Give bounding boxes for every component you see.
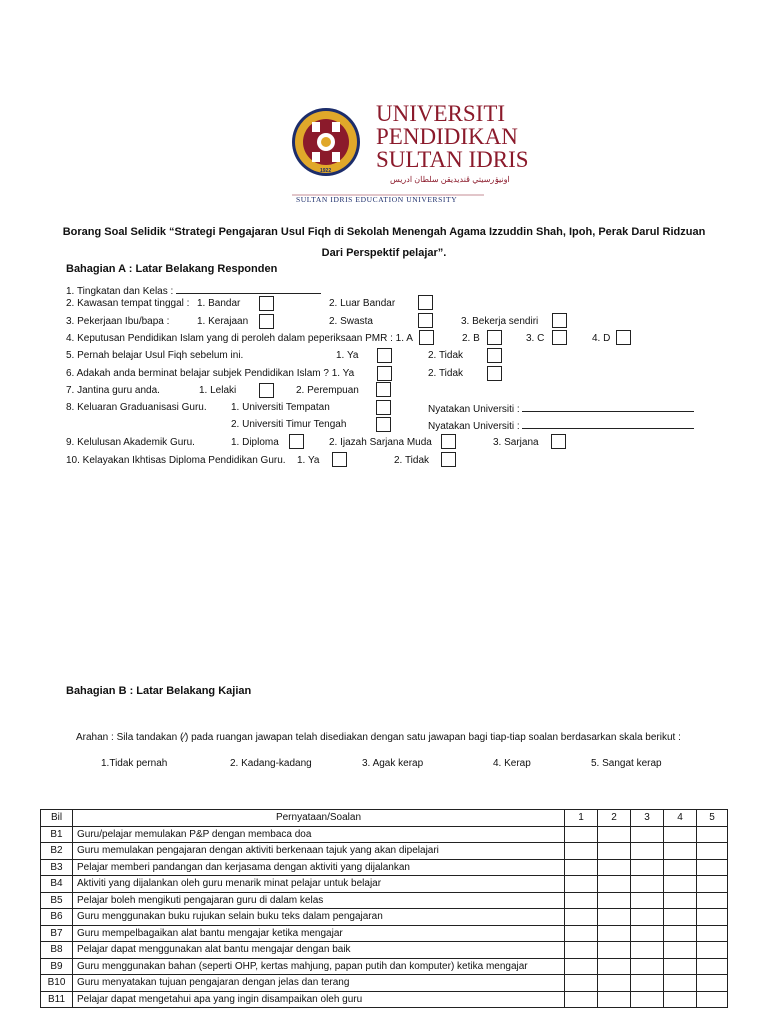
answer-cell-4[interactable] [664,909,697,926]
answer-cell-3[interactable] [631,892,664,909]
q9-label: 9. Kelulusan Akademik Guru. [66,437,195,448]
logo-name-line1: UNIVERSITI [376,101,506,126]
answer-cell-4[interactable] [664,843,697,860]
answer-cell-4[interactable] [664,859,697,876]
answer-cell-3[interactable] [631,843,664,860]
header-scale-3: 3 [631,810,664,827]
table-row [41,876,728,893]
q2-option-2: 2. Luar Bandar [329,298,396,309]
q5-checkbox-2[interactable] [487,348,502,363]
q9-checkbox-2[interactable] [441,434,456,449]
q6-checkbox-1[interactable] [377,366,392,381]
answer-cell-3[interactable] [631,925,664,942]
table-row [41,942,728,959]
answer-cell-1[interactable] [565,925,598,942]
q4-checkbox-4[interactable] [616,330,631,345]
row-statement: Aktiviti yang dijalankan oleh guru menarik minat pelajar untuk belajar [73,876,565,893]
q4-option-3: 3. C [526,333,545,344]
row-bil: B2 [41,843,73,860]
q9-option-1: 1. Diploma [231,437,279,448]
q8-checkbox-2[interactable] [376,417,391,432]
section-b-instruction: Arahan : Sila tandakan (⁄) pada ruangan jawapan telah disediakan dengan satu jawapan bagi tiap-tiap soalan berdasarkan skala berikut : [76,732,681,743]
row-statement: Guru menggunakan bahan (seperti OHP, kertas mahjung, papan putih dan komputer) ketika mengajar [73,958,565,975]
answer-cell-5[interactable] [697,925,728,942]
row-bil: B4 [41,876,73,893]
q4-checkbox-3[interactable] [552,330,567,345]
logo-name-line2: PENDIDIKAN [376,124,518,149]
row-statement: Guru memulakan pengajaran dengan aktiviti berkenaan tajuk yang akan dipelajari [73,843,565,860]
scale-item-5: 5. Sangat kerap [591,758,662,769]
logo-name-line3: SULTAN IDRIS [376,147,529,172]
answer-cell-3[interactable] [631,975,664,992]
q3-option-3: 3. Bekerja sendiri [461,316,539,327]
answer-cell-5[interactable] [697,843,728,860]
q5-label: 5. Pernah belajar Usul Fiqh sebelum ini. [66,350,244,361]
q1-text: 1. Tingkatan dan Kelas : [66,286,174,297]
q7-label: 7. Jantina guru anda. [66,385,160,396]
row-bil: B3 [41,859,73,876]
q7-option-1: 1. Lelaki [199,385,237,396]
answer-cell-5[interactable] [697,958,728,975]
answer-cell-2[interactable] [598,876,631,893]
answer-cell-3[interactable] [631,876,664,893]
table-row [41,925,728,942]
answer-cell-3[interactable] [631,942,664,959]
answer-cell-3[interactable] [631,991,664,1008]
answer-cell-1[interactable] [565,892,598,909]
q9-option-2: 2. Ijazah Sarjana Muda [329,437,432,448]
q9-option-3: 3. Sarjana [493,437,539,448]
answer-cell-5[interactable] [697,859,728,876]
q8-option-2: 2. Universiti Timur Tengah [231,419,347,430]
q6-checkbox-2[interactable] [487,366,502,381]
answer-cell-5[interactable] [697,991,728,1008]
q5-option-1: 1. Ya [336,350,359,361]
answer-cell-1[interactable] [565,958,598,975]
answer-cell-3[interactable] [631,859,664,876]
section-a-heading: Bahagian A : Latar Belakang Responden [66,263,278,275]
row-statement: Pelajar dapat mengetahui apa yang ingin disampaikan oleh guru [73,991,565,1008]
answer-cell-5[interactable] [697,942,728,959]
q3-option-1: 1. Kerajaan [197,316,249,327]
q8-specify-1 [428,402,694,415]
table-row [41,958,728,975]
row-bil: B11 [41,991,73,1008]
row-bil: B8 [41,942,73,959]
questions-table [40,809,728,1008]
q4-option-4: 4. D [592,333,611,344]
answer-cell-3[interactable] [631,958,664,975]
table-row [41,909,728,926]
answer-cell-5[interactable] [697,909,728,926]
q5-option-2: 2. Tidak [428,350,464,361]
university-logo [292,100,529,206]
q10-checkbox-2[interactable] [441,452,456,467]
table-body [41,826,728,1008]
header-bil: Bil [41,810,73,827]
row-bil: B10 [41,975,73,992]
answer-cell-4[interactable] [664,942,697,959]
answer-cell-5[interactable] [697,892,728,909]
answer-cell-1[interactable] [565,942,598,959]
logo-english: SULTAN IDRIS EDUCATION UNIVERSITY [296,195,458,204]
q6-option-2: 2. Tidak [428,368,464,379]
row-bil: B9 [41,958,73,975]
answer-cell-1[interactable] [565,975,598,992]
answer-cell-2[interactable] [598,843,631,860]
answer-cell-4[interactable] [664,991,697,1008]
answer-cell-5[interactable] [697,876,728,893]
answer-cell-2[interactable] [598,859,631,876]
table-row [41,991,728,1008]
header-scale-4: 4 [664,810,697,827]
q8-specify-label-2: Nyatakan Universiti : [428,421,520,432]
table-row [41,975,728,992]
answer-cell-2[interactable] [598,942,631,959]
q3-checkbox-3[interactable] [552,313,567,328]
q4-option-2: 2. B [462,333,480,344]
scale-item-3: 3. Agak kerap [362,758,424,769]
answer-cell-2[interactable] [598,892,631,909]
answer-cell-5[interactable] [697,826,728,843]
answer-cell-2[interactable] [598,909,631,926]
answer-cell-1[interactable] [565,843,598,860]
answer-cell-5[interactable] [697,975,728,992]
table-row [41,843,728,860]
answer-cell-1[interactable] [565,876,598,893]
scale-item-1: 1.Tidak pernah [101,758,168,769]
q9-checkbox-1[interactable] [289,434,304,449]
row-bil: B7 [41,925,73,942]
table-header-row [41,810,728,827]
q5-checkbox-1[interactable] [377,348,392,363]
row-statement: Pelajar boleh mengikuti pengajaran guru di dalam kelas [73,892,565,909]
answer-cell-4[interactable] [664,925,697,942]
answer-cell-1[interactable] [565,859,598,876]
row-bil: B6 [41,909,73,926]
q3-checkbox-1[interactable] [259,314,274,329]
seal-year: 1922 [320,168,332,174]
q2-checkbox-2[interactable] [418,295,433,310]
q8-checkbox-1[interactable] [376,400,391,415]
q4-checkbox-2[interactable] [487,330,502,345]
answer-cell-4[interactable] [664,826,697,843]
table-row [41,859,728,876]
q4-checkbox-1[interactable] [419,330,434,345]
header-scale-5: 5 [697,810,728,827]
header-scale-2: 2 [598,810,631,827]
form-title: Borang Soal Selidik “Strategi Pengajaran Usul Fiqh di Sekolah Menengah Agama Izzuddin Shah, Ipoh, Perak Darul Ridzuan Dari Perspektif pelajar”. [62,226,706,259]
answer-cell-2[interactable] [598,991,631,1008]
answer-cell-2[interactable] [598,975,631,992]
row-statement: Pelajar dapat menggunakan alat bantu mengajar dengan baik [73,942,565,959]
answer-cell-2[interactable] [598,826,631,843]
row-bil: B5 [41,892,73,909]
q8-specify-label-1: Nyatakan Universiti : [428,404,520,415]
q8-option-1: 1. Universiti Tempatan [231,402,330,413]
row-statement: Pelajar memberi pandangan dan kerjasama dengan aktiviti yang dijalankan [73,859,565,876]
answer-cell-1[interactable] [565,991,598,1008]
row-statement: Guru mempelbagaikan alat bantu mengajar ketika mengajar [73,925,565,942]
q10-label: 10. Kelayakan Ikhtisas Diploma Pendidikan Guru. [66,455,286,466]
q6-label: 6. Adakah anda berminat belajar subjek Pendidikan Islam ? 1. Ya [66,368,355,379]
q4-label: 4. Keputusan Pendidikan Islam yang di peroleh dalam peperiksaan PMR : 1. A [66,333,413,344]
table-row [41,892,728,909]
q7-checkbox-2[interactable] [376,382,391,397]
answer-cell-4[interactable] [664,876,697,893]
q3-checkbox-2[interactable] [418,313,433,328]
q3-option-2: 2. Swasta [329,316,373,327]
section-b-heading: Bahagian B : Latar Belakang Kajian [66,685,252,697]
q7-checkbox-1[interactable] [259,383,274,398]
q7-option-2: 2. Perempuan [296,385,359,396]
q8-specify-line-2[interactable] [522,419,694,429]
header-scale-1: 1 [565,810,598,827]
row-bil: B1 [41,826,73,843]
q8-specify-2 [428,419,694,432]
seal-motto: PENGETAHUAN SULUH BUDIMAN [306,104,355,108]
answer-cell-4[interactable] [664,958,697,975]
row-statement: Guru menyatakan tujuan pengajaran dengan jelas dan terang [73,975,565,992]
answer-cell-1[interactable] [565,909,598,926]
table-row [41,826,728,843]
answer-cell-4[interactable] [664,975,697,992]
q2-checkbox-1[interactable] [259,296,274,311]
q10-option-1: 1. Ya [297,455,320,466]
answer-cell-2[interactable] [598,958,631,975]
header-statement: Pernyataan/Soalan [73,810,565,827]
row-statement: Guru menggunakan buku rujukan selain buku teks dalam pengajaran [73,909,565,926]
answer-cell-3[interactable] [631,826,664,843]
q9-checkbox-3[interactable] [551,434,566,449]
logo-jawi: اونيۏرسيتي ڤنديديقن سلطان ادريس [390,175,510,184]
q1-label [66,284,321,297]
scale-item-4: 4. Kerap [493,758,531,769]
answer-cell-1[interactable] [565,826,598,843]
q2-option-1: 1. Bandar [197,298,241,309]
answer-cell-3[interactable] [631,909,664,926]
q3-label: 3. Pekerjaan Ibu/bapa : [66,316,170,327]
q10-option-2: 2. Tidak [394,455,430,466]
answer-cell-2[interactable] [598,925,631,942]
q1-answer-line[interactable] [176,284,321,294]
q8-label: 8. Keluaran Graduanisasi Guru. [66,402,207,413]
q8-specify-line-1[interactable] [522,402,694,412]
q10-checkbox-1[interactable] [332,452,347,467]
q2-label: 2. Kawasan tempat tinggal : [66,298,190,309]
answer-cell-4[interactable] [664,892,697,909]
row-statement: Guru/pelajar memulakan P&P dengan membaca doa [73,826,565,843]
scale-item-2: 2. Kadang-kadang [230,758,312,769]
